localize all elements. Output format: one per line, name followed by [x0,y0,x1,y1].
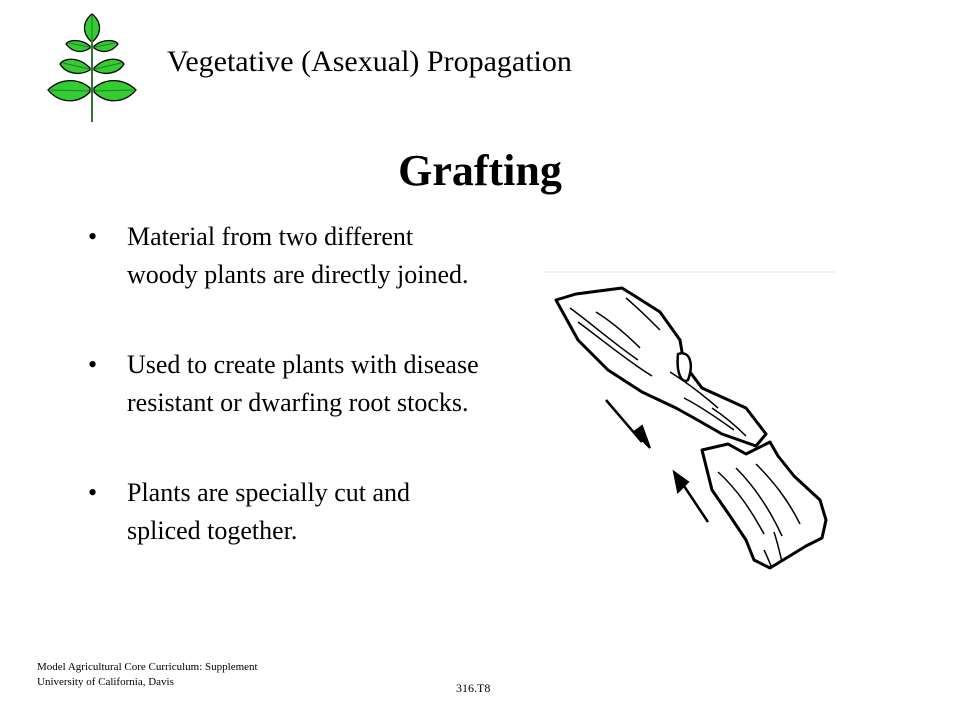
grafting-branch-illustration [542,268,838,580]
bullet-dot-icon: • [88,222,98,251]
bullet-text: Plants are specially cut and spliced together. [127,478,411,545]
slide-number: 316.T8 [456,681,491,695]
arrow-down-icon [606,400,650,448]
bullet-item [87,218,487,294]
bullet-dot-icon: • [88,478,98,507]
footer-credit [37,660,258,690]
footer-credit-line: University of California, Davis [37,676,174,688]
bullet-item [87,346,487,422]
bullet-dot-icon: • [88,350,98,379]
bullet-item [87,474,487,550]
leafy-plant-logo-icon [36,12,148,124]
scion-branch [556,288,766,446]
bullet-text: Used to create plants with disease resistant or dwarfing root stocks. [127,350,479,417]
footer-credit-line: Model Agricultural Core Curriculum: Supplement [37,661,258,673]
slide-title: Grafting [398,146,562,195]
bullet-list [87,218,487,602]
bullet-text: Material from two different woody plants are directly joined. [127,222,469,289]
arrow-up-icon [674,472,708,522]
header-title: Vegetative (Asexual) Propagation [167,45,572,78]
rootstock-branch [702,442,826,568]
